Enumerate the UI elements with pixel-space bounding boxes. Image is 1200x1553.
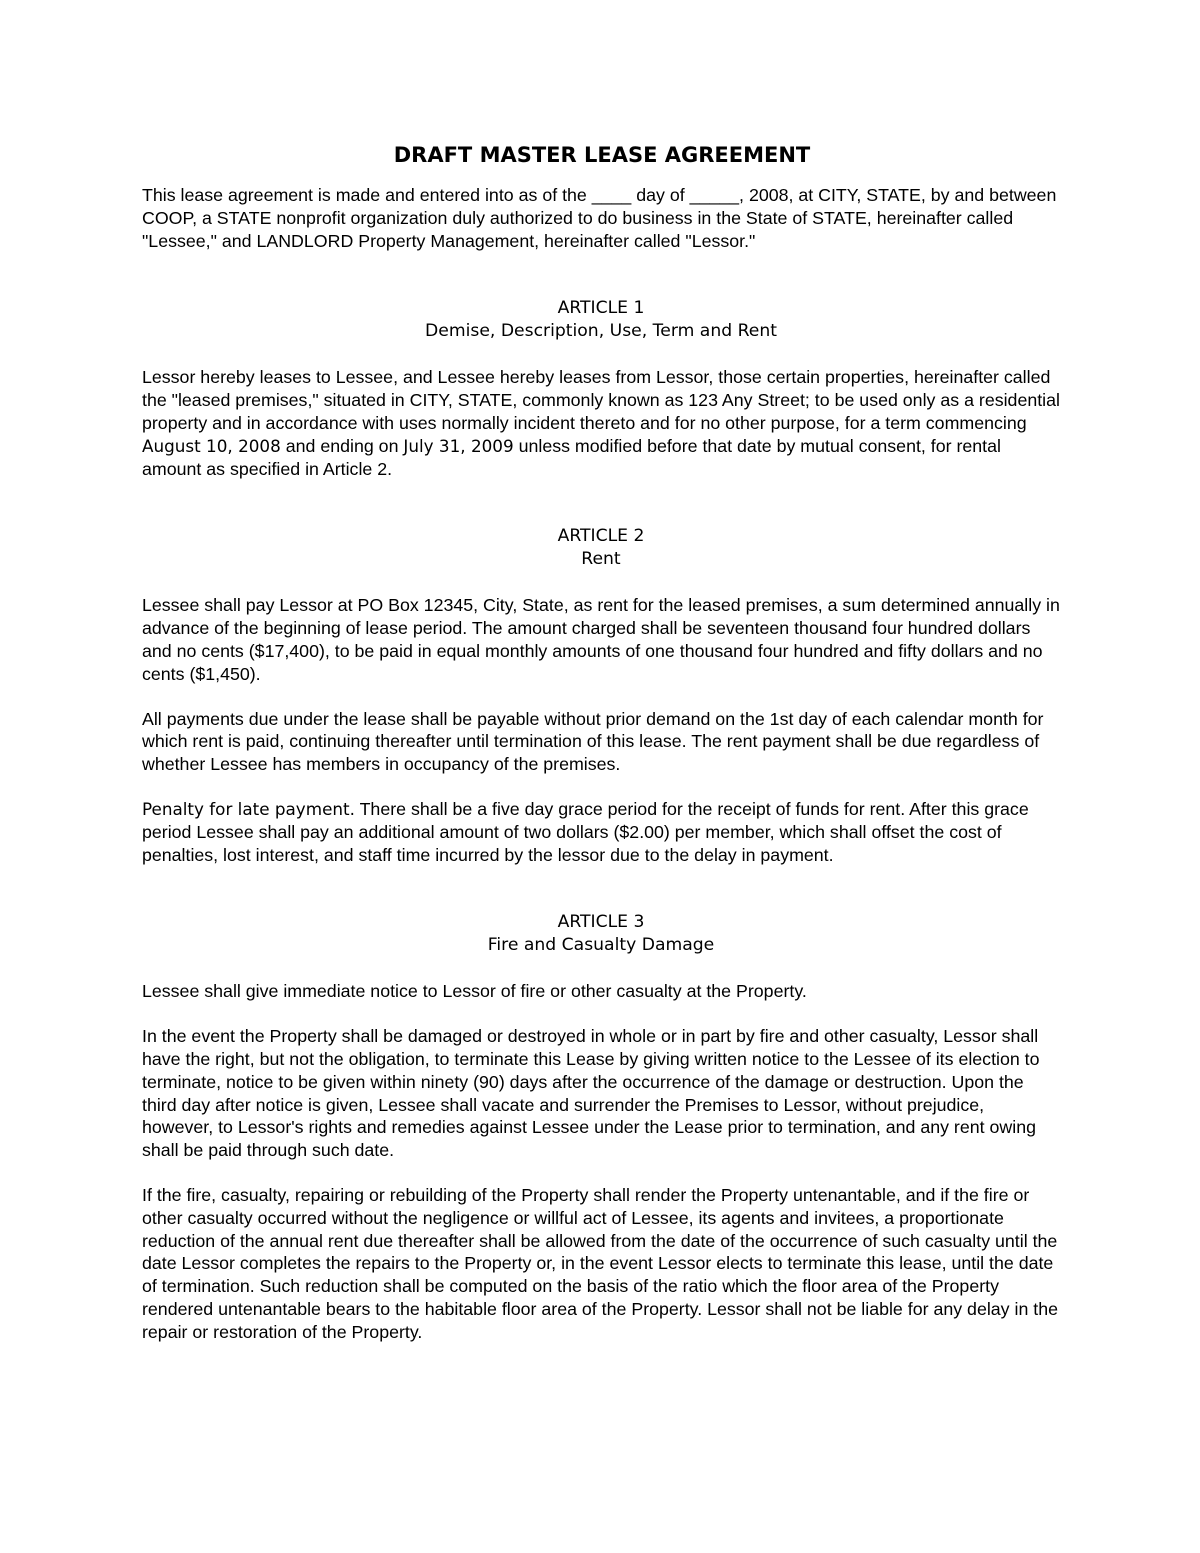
article-2-name: Rent — [581, 549, 621, 570]
article-3-paragraph-3: If the fire, casualty, repairing or rebuilding of the Property shall render the Property untenantable, and if the fire or other casualty occurred without the negligence or willful act of Lessee, its agents and invitees, a proportionate reduction of the annual rent due thereafter shall be allowed from the date of the occurrence of such casualty until the date Lessor completes the repairs to the Property or, in the event Lessor elects to terminate this lease, until the date of termination. Such reduction shall be computed on the basis of the ratio which the floor area of the Property rendered untenantable bears to the habitable floor area of the Property. Lessor shall not be liable for any delay in the repair or restoration of the Property. — [142, 1184, 1059, 1342]
document-title: DRAFT MASTER LEASE AGREEMENT — [393, 143, 811, 167]
article-2-paragraph-2: All payments due under the lease shall be payable without prior demand on the 1st day of each calendar month for which rent is paid, continuing thereafter until termination of this lease. The rent payment shall be due regardless of whether Lessee has members in occupancy of the premises. — [142, 708, 1044, 775]
spacer — [142, 686, 1060, 708]
article-1-heading — [142, 297, 1060, 343]
article-3-name: Fire and Casualty Damage — [487, 935, 715, 956]
article-3-heading — [142, 911, 1060, 957]
article-1-number: ARTICLE 1 — [557, 298, 645, 319]
spacer — [142, 957, 1060, 980]
late-payment-lead: Penalty for late payment. — [142, 798, 355, 819]
article-1-end-date: July 31, 2009 — [403, 435, 514, 456]
article-1-text-part1: Lessor hereby leases to Lessee, and Lessee hereby leases from Lessor, those certain properties, hereinafter called the "leased premises," situated in CITY, STATE, commonly known as 123 Any Street; to be used only as a residential property and in accordance with uses normally incident thereto and for no other purpose, for a term commencing — [142, 367, 1060, 433]
article-1-text-part2: and ending on — [280, 435, 404, 456]
article-1-paragraph — [142, 366, 1060, 480]
article-3-number: ARTICLE 3 — [557, 912, 645, 933]
article-1-name: Demise, Description, Use, Term and Rent — [425, 321, 777, 342]
intro-paragraph: This lease agreement is made and entered into as of the ____ day of _____, 2008, at CITY, STATE, by and between COOP, a STATE nonprofit organization duly authorized to do business in the State of STATE, hereinafter called "Lessee," and LANDLORD Property Management, hereinafter called "Lessor." — [142, 185, 1057, 251]
article-3-paragraph-2: In the event the Property shall be damaged or destroyed in whole or in part by fire and other casualty, Lessor shall have the right, but not the obligation, to terminate this Lease by giving written notice to the Lessee of its election to terminate, notice to be given within ninety (90) days after the occurrence of the damage or destruction. Upon the third day after notice is given, Lessee shall vacate and surrender the Premises to Lessor, without prejudice, however, to Lessor's rights and remedies against Lessee under the Lease prior to termination, and any rent owing shall be paid through such date. — [142, 1026, 1040, 1161]
article-3-paragraph-1: Lessee shall give immediate notice to Lessor of fire or other casualty at the Property. — [142, 981, 807, 1002]
article-1-text-part3: unless modified before that date by mutual consent, for rental amount as specified in Article 2. — [142, 435, 1001, 479]
spacer — [142, 252, 1060, 297]
spacer — [142, 776, 1060, 798]
article-2-paragraph-3 — [142, 798, 1060, 866]
article-1-start-date: August 10, 2008 — [142, 435, 281, 456]
spacer — [142, 480, 1060, 525]
spacer — [142, 343, 1060, 366]
article-2-heading — [142, 525, 1060, 571]
spacer — [142, 866, 1060, 911]
spacer — [142, 1162, 1060, 1184]
spacer — [142, 1003, 1060, 1025]
document-page — [142, 140, 1060, 1344]
late-payment-body: There shall be a five day grace period for the receipt of funds for rent. After this grace period Lessee shall pay an additional amount of two dollars ($2.00) per member, which shall offset the cost of penalties, lost interest, and staff time incurred by the lessor due to the delay in payment. — [142, 798, 1029, 865]
article-2-number: ARTICLE 2 — [557, 526, 645, 547]
article-2-paragraph-1: Lessee shall pay Lessor at PO Box 12345, City, State, as rent for the leased premises, a sum determined annually in advance of the beginning of lease period. The amount charged shall be seventeen thousand four hundred dollars and no cents ($17,400), to be paid in equal monthly amounts of one thousand four hundred and fifty dollars and no cents ($1,450). — [142, 595, 1060, 684]
spacer — [142, 571, 1060, 594]
